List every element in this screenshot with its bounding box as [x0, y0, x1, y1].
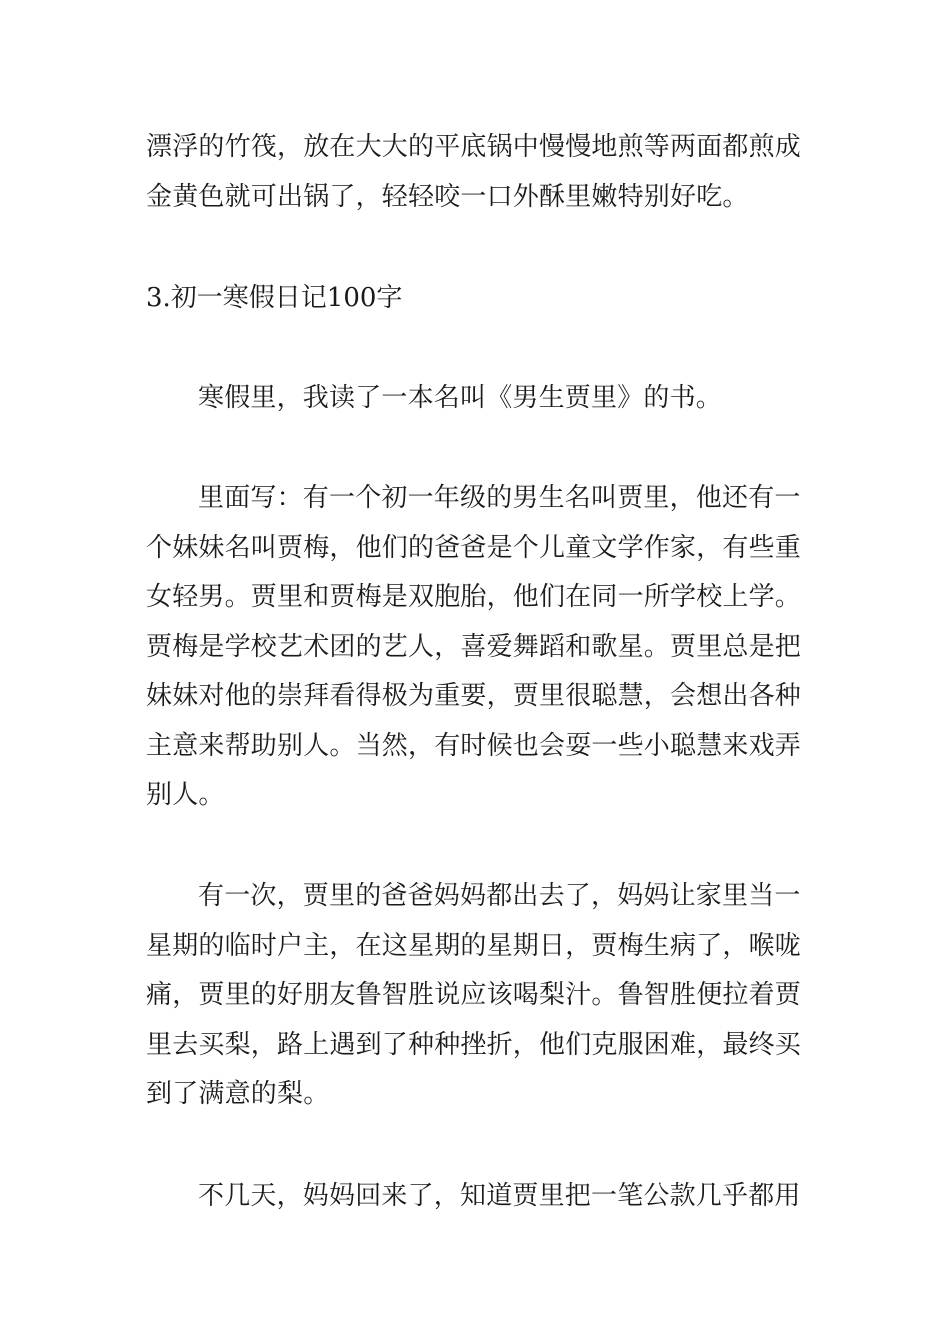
text-line: 个妹妹名叫贾梅，他们的爸爸是个儿童文学作家，有些重 [146, 532, 802, 563]
paragraph-intro [146, 374, 810, 424]
text-line: 到了满意的梨。 [146, 1079, 330, 1109]
continuation-paragraph [146, 123, 810, 222]
paragraph-summary [146, 474, 810, 821]
paragraph-story [146, 872, 810, 1120]
text-line: 痛，贾里的好朋友鲁智胜说应该喝梨汁。鲁智胜便拉着贾 [146, 980, 802, 1010]
text-line: 女轻男。贾里和贾梅是双胞胎，他们在同一所学校上学。 [146, 582, 802, 612]
text-line: 金黄色就可出锅了，轻轻咬一口外酥里嫩特别好吃。 [146, 181, 749, 212]
text-line: 里去买梨，路上遇到了种种挫折，他们克服困难，最终买 [146, 1029, 802, 1060]
text-line: 不几天，妈妈回来了，知道贾里把一笔公款几乎都用 [198, 1181, 801, 1211]
text-line: 主意来帮助别人。当然，有时候也会耍一些小聪慧来戏弄 [146, 730, 802, 761]
text-line: 星期的临时户主，在这星期的星期日，贾梅生病了，喉咙 [146, 930, 802, 961]
paragraph-ending [146, 1172, 810, 1222]
text-line: 妹妹对他的崇拜看得极为重要，贾里很聪慧，会想出各种 [146, 681, 802, 711]
text-line: 别人。 [146, 780, 225, 810]
text-line: 有一次，贾里的爸爸妈妈都出去了，妈妈让家里当一 [198, 881, 801, 911]
text-line: 寒假里，我读了一本名叫《男生贾里》的书。 [198, 383, 723, 413]
section-heading: 3.初一寒假日记100字 [146, 283, 403, 313]
text-line: 漂浮的竹筏，放在大大的平底锅中慢慢地煎等两面都煎成 [146, 132, 802, 162]
text-line: 贾梅是学校艺术团的艺人，喜爱舞蹈和歌星。贾里总是把 [146, 631, 802, 662]
text-line: 里面写：有一个初一年级的男生名叫贾里，他还有一 [198, 483, 801, 513]
